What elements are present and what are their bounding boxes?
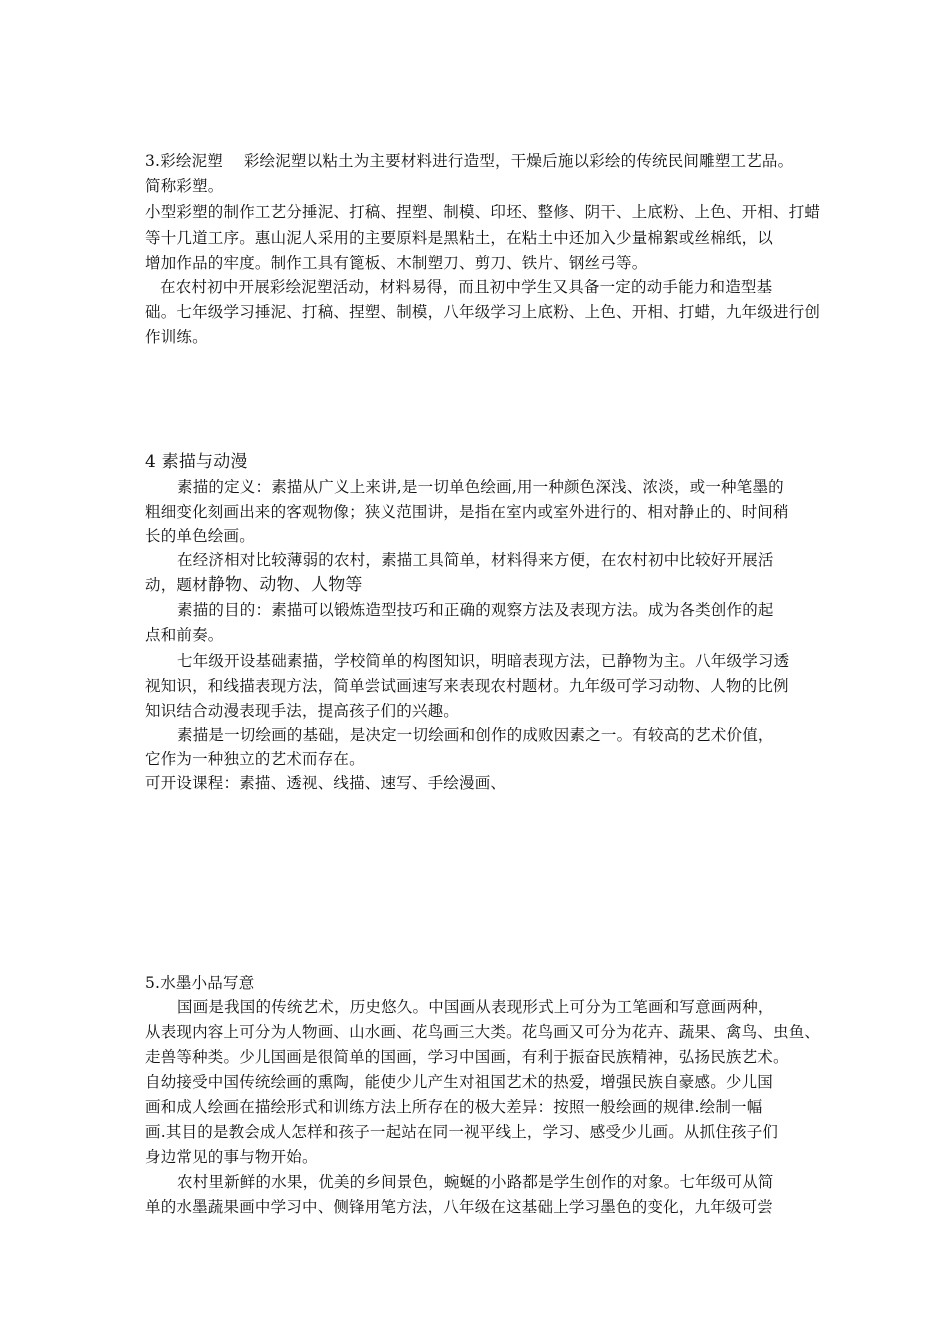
paragraph-line: 长的单色绘画。 [145, 527, 255, 545]
paragraph-line: 从表现内容上可分为人物画、山水画、花鸟画三大类。花鸟画又可分为花卉、蔬果、禽鸟、虫鱼、 [145, 1023, 821, 1041]
paragraph-line: 作训练。 [145, 328, 208, 346]
paragraph-line: 素描的目的：素描可以锻炼造型技巧和正确的观察方法及表现方法。成为各类创作的起 [177, 601, 774, 619]
paragraph-line [145, 574, 363, 596]
paragraph-line: 国画是我国的传统艺术，历史悠久。中国画从表现形式上可分为工笔画和写意画两种， [177, 998, 774, 1016]
paragraph-line: 粗细变化刻画出来的客观物像；狭义范围讲，是指在室内或室外进行的、相对静止的、时间稍 [145, 503, 789, 521]
paragraph-line: 它作为一种独立的艺术而存在。 [145, 750, 365, 768]
section-heading: 5.水墨小品写意 [145, 974, 255, 992]
paragraph-line: 可开设课程：素描、透视、线描、速写、手绘漫画、 [145, 774, 507, 792]
paragraph-line: 在经济相对比较薄弱的农村，素描工具简单，材料得来方便，在农村初中比较好开展活 [177, 551, 774, 569]
paragraph-line: 小型彩塑的制作工艺分捶泥、打稿、捏塑、制模、印坯、整修、阴干、上底粉、上色、开相、打蜡 [145, 203, 821, 221]
paragraph-line: 点和前奏。 [145, 626, 224, 644]
paragraph-line: 画和成人绘画在描绘形式和训练方法上所存在的极大差异：按照一般绘画的规律.绘制一幅 [145, 1098, 763, 1116]
paragraph-line: 单的水墨蔬果画中学习中、侧锋用笔方法，八年级在这基础上学习墨色的变化，九年级可尝 [145, 1198, 774, 1216]
paragraph-text-large: 静物、动物、人物等 [207, 575, 363, 595]
paragraph-line: 视知识，和线描表现方法，简单尝试画速写来表现农村题材。九年级可学习动物、人物的比例 [145, 677, 789, 695]
paragraph-line: 自幼接受中国传统绘画的熏陶，能使少儿产生对祖国艺术的热爱，增强民族自豪感。少儿国 [145, 1073, 774, 1091]
paragraph-line: 七年级开设基础素描，学校简单的构图知识，明暗表现方法，已静物为主。八年级学习透 [177, 652, 790, 670]
paragraph-line: 素描是一切绘画的基础，是决定一切绘画和创作的成败因素之一。有较高的艺术价值， [177, 726, 774, 744]
paragraph-line: 画.其目的是教会成人怎样和孩子一起站在同一视平线上，学习、感受少儿画。从抓住孩子们 [145, 1123, 779, 1141]
paragraph-line: 在农村初中开展彩绘泥塑活动，材料易得，而且初中学生又具备一定的动手能力和造型基 [160, 278, 773, 296]
paragraph-line: 知识结合动漫表现手法，提高孩子们的兴趣。 [145, 702, 460, 720]
paragraph-text: 动，题材 [145, 576, 208, 594]
paragraph-line: 农村里新鲜的水果，优美的乡间景色，蜿蜒的小路都是学生创作的对象。七年级可从简 [177, 1173, 774, 1191]
paragraph-line: 走兽等种类。少儿国画是很简单的国画，学习中国画，有利于振奋民族精神，弘扬民族艺术。 [145, 1048, 789, 1066]
paragraph-line: 素描的定义：素描从广义上来讲,是一切单色绘画,用一种颜色深浅、浓淡，或一种笔墨的 [177, 478, 784, 496]
paragraph-line: 等十几道工序。惠山泥人采用的主要原料是黑粘土，在粘土中还加入少量棉絮或丝棉纸，以 [145, 229, 774, 247]
paragraph-line: 3.彩绘泥塑 彩绘泥塑以粘土为主要材料进行造型，干燥后施以彩绘的传统民间雕塑工艺品。 [145, 152, 794, 170]
paragraph-line: 增加作品的牢度。制作工具有篦板、木制塑刀、剪刀、铁片、钢丝弓等。 [145, 254, 648, 272]
section-heading: 4 素描与动漫 [145, 452, 248, 472]
paragraph-line: 身边常见的事与物开始。 [145, 1148, 318, 1166]
paragraph-line: 简称彩塑。 [145, 177, 224, 195]
paragraph-line: 础。七年级学习捶泥、打稿、捏塑、制模，八年级学习上底粉、上色、开相、打蜡，九年级进行创 [145, 303, 821, 321]
